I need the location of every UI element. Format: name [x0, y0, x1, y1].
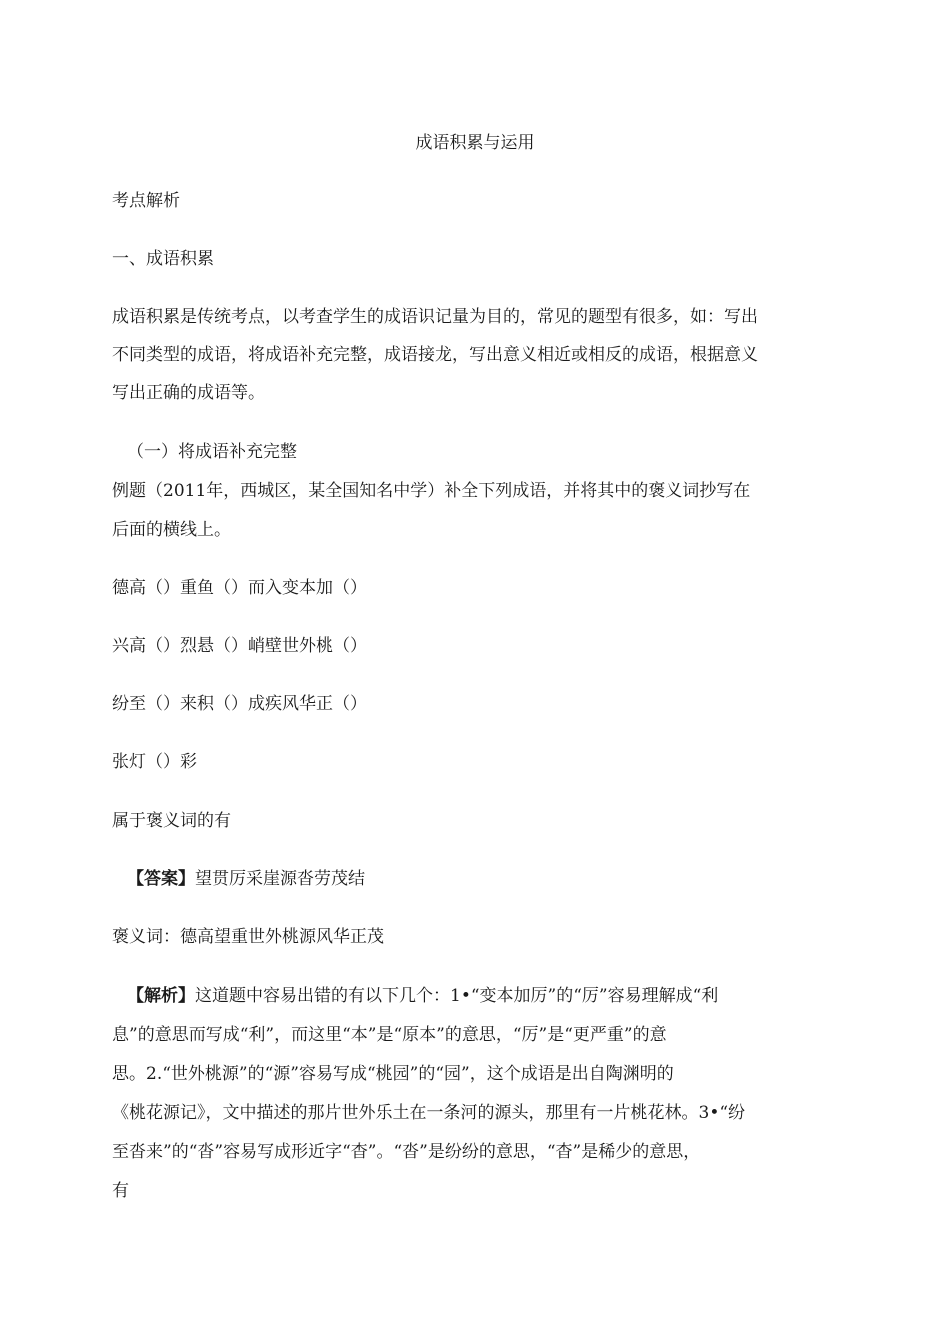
example-line-1: 例题（2011年，西城区，某全国知名中学）补全下列成语，并将其中的褒义词抄写在	[112, 481, 751, 501]
subheading-complete-idioms: （一）将成语补充完整	[127, 442, 297, 462]
heading-idiom-accumulation: 一、成语积累	[112, 249, 214, 269]
analysis-line-6: 有	[112, 1181, 129, 1201]
section-label: 考点解析	[112, 191, 180, 211]
analysis-line-5: 至沓来”的“沓”容易写成形近字“杳”。“沓”是纷纷的意思，“杳”是稀少的意思，	[112, 1142, 701, 1162]
commendatory-answer: 褒义词：德高望重世外桃源风华正茂	[112, 927, 384, 947]
analysis-line-1	[127, 985, 718, 1007]
analysis-label: 【解析】	[127, 986, 195, 1006]
answer-line	[127, 868, 365, 890]
intro-line-1: 成语积累是传统考点，以考查学生的成语识记量为目的，常见的题型有很多，如：写出	[112, 307, 758, 327]
analysis-line-4: 《桃花源记》，文中描述的那片世外乐土在一条河的源头，那里有一片桃花林。3•“纷	[112, 1103, 746, 1123]
idiom-row-1: 德高（）重鱼（）而入变本加（）	[112, 578, 367, 598]
intro-line-3: 写出正确的成语等。	[112, 383, 265, 403]
idiom-row-3: 纷至（）来积（）成疾风华正（）	[112, 694, 367, 714]
example-line-2: 后面的横线上。	[112, 520, 231, 540]
analysis-line-2: 息”的意思而写成“利”，而这里“本”是“原本”的意思，“厉”是“更严重”的意	[112, 1025, 667, 1045]
answer-text: 望贯厉采崖源沓劳茂结	[195, 869, 365, 889]
idiom-row-2: 兴高（）烈悬（）峭壁世外桃（）	[112, 636, 367, 656]
answer-label: 【答案】	[127, 869, 195, 889]
analysis-line-3: 思。2.“世外桃源”的“源”容易写成“桃园”的“园”，这个成语是出自陶渊明的	[112, 1064, 674, 1084]
page-title: 成语积累与运用	[415, 133, 535, 153]
intro-line-2: 不同类型的成语，将成语补充完整，成语接龙，写出意义相近或相反的成语，根据意义	[112, 345, 758, 365]
analysis-text-first: 这道题中容易出错的有以下几个：1•“变本加厉”的“厉”容易理解成“利	[195, 986, 719, 1006]
commendatory-prompt: 属于褒义词的有	[112, 811, 231, 831]
idiom-row-4: 张灯（）彩	[112, 752, 197, 772]
